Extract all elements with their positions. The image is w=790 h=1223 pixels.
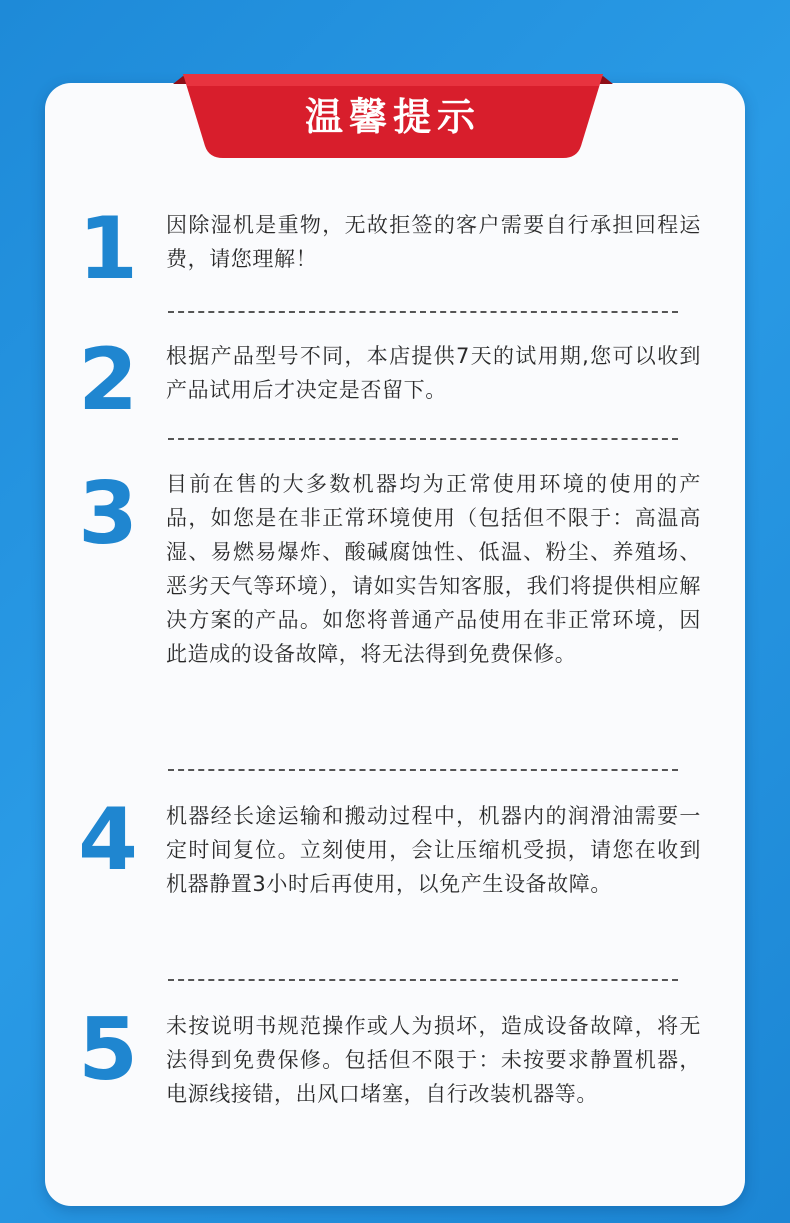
tip-number: 3 xyxy=(78,464,138,564)
tip-text: 目前在售的大多数机器均为正常使用环境的使用的产品，如您是在非正常环境使用（包括但不限于：高温高湿、易燃易爆炸、酸碱腐蚀性、低温、粉尘、养殖场、恶劣天气等环境），请如实告知客服，我们将提供相应解决方案的产品。如您将普通产品使用在非正常环境，因此造成的设备故障，将无法得到免费保修。 xyxy=(166,472,701,666)
banner xyxy=(173,66,613,162)
dashed-divider xyxy=(168,311,678,313)
tip-text: 根据产品型号不同，本店提供7天的试用期,您可以收到产品试用后才决定是否留下。 xyxy=(166,344,701,402)
dashed-divider xyxy=(168,979,678,981)
tip-text: 因除湿机是重物，无故拒签的客户需要自行承担回程运费，请您理解！ xyxy=(166,213,701,271)
tip-number: 2 xyxy=(78,330,138,430)
banner-title: 温馨提示 xyxy=(304,95,481,139)
tip-number: 1 xyxy=(78,199,138,299)
tip-number: 4 xyxy=(78,790,138,890)
dashed-divider xyxy=(168,769,678,771)
tip-text: 机器经长途运输和搬动过程中，机器内的润滑油需要一定时间复位。立刻使用，会让压缩机受损，请您在收到机器静置3小时后再使用，以免产生设备故障。 xyxy=(166,804,701,896)
tip-number: 5 xyxy=(78,1000,138,1100)
dashed-divider xyxy=(168,438,678,440)
tip-text: 未按说明书规范操作或人为损坏，造成设备故障，将无法得到免费保修。包括但不限于：未按要求静置机器，电源线接错，出风口堵塞，自行改装机器等。 xyxy=(166,1014,701,1106)
